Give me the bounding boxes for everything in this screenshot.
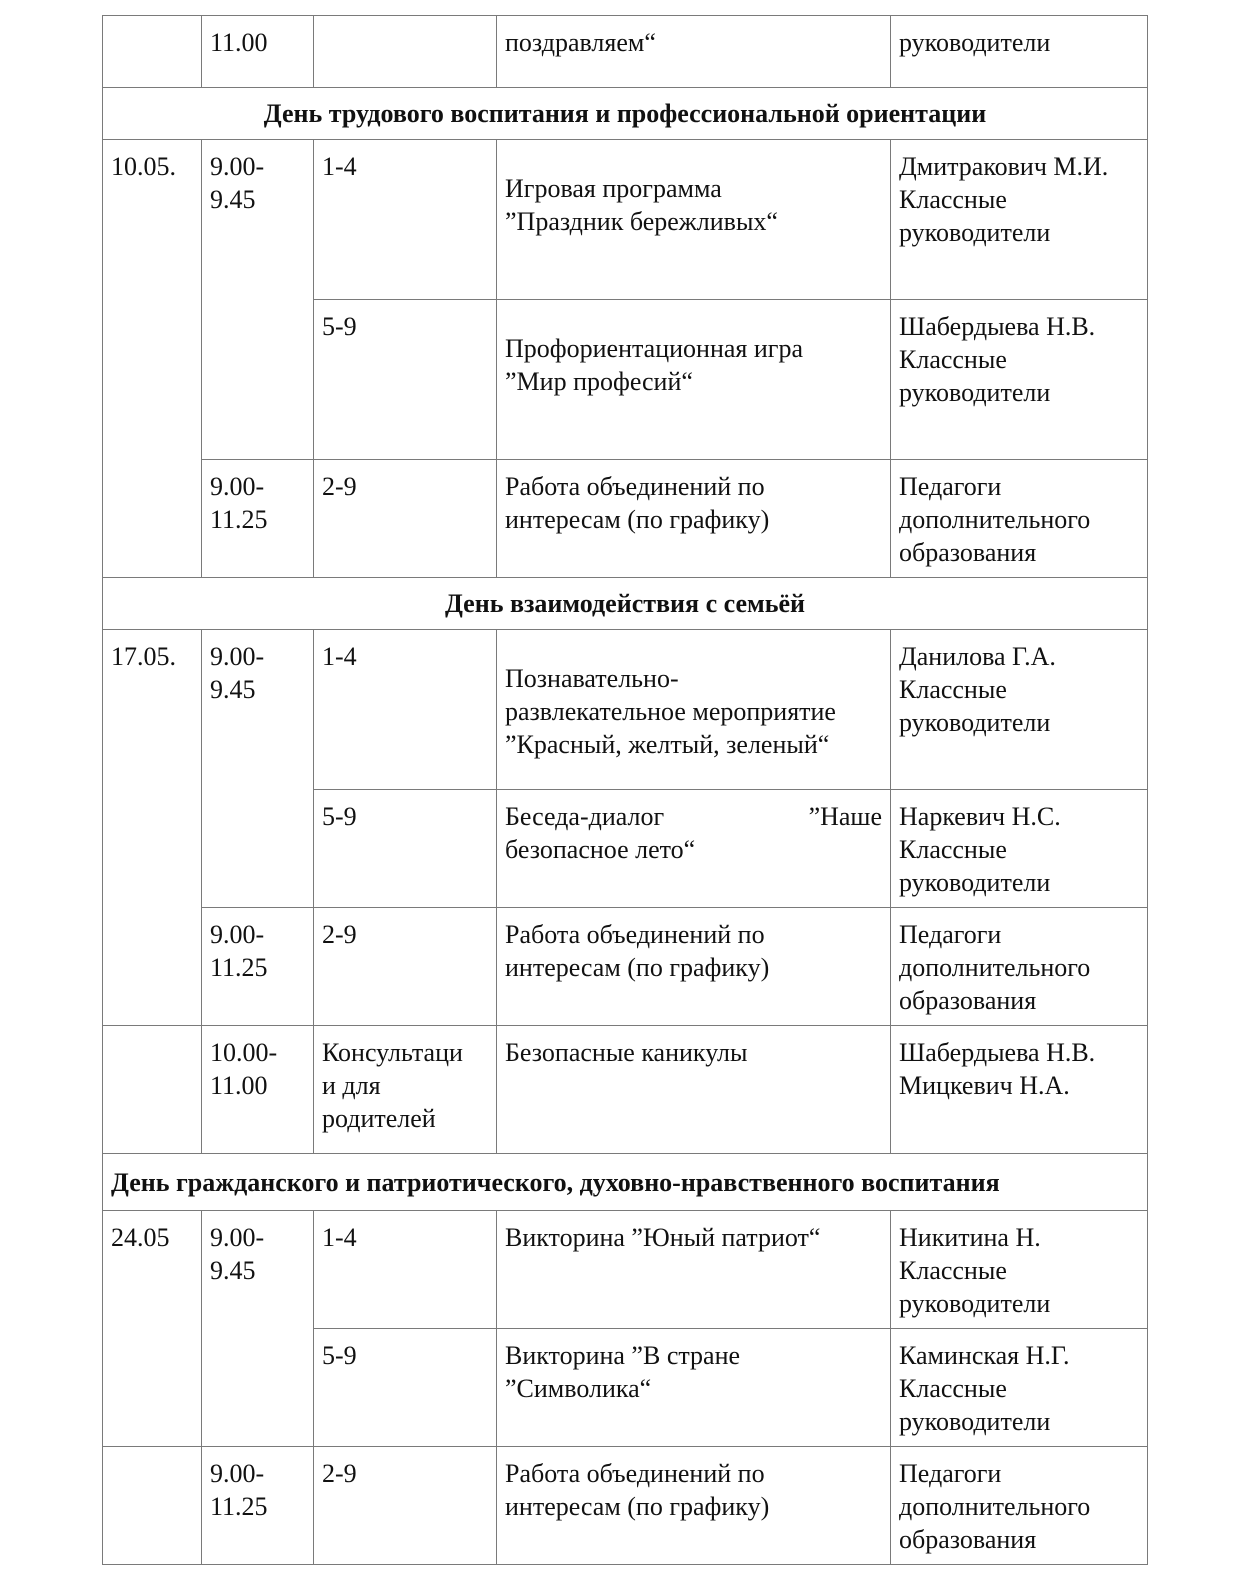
grade-cell: 2-9 bbox=[314, 908, 497, 1026]
section-header-row bbox=[103, 1154, 1148, 1211]
time-cell: 9.00- 11.25 bbox=[202, 460, 314, 578]
responsible-cell: руководители bbox=[891, 16, 1148, 88]
responsible-cell: Педагоги дополнительного образования bbox=[891, 1447, 1148, 1565]
time-cell: 11.00 bbox=[202, 16, 314, 88]
schedule-table bbox=[102, 15, 1148, 1565]
event-cell: Игровая программа ”Праздник бережливых“ bbox=[497, 140, 891, 300]
responsible-cell: Шабердыева Н.В. Классные руководители bbox=[891, 300, 1148, 460]
section-title: День трудового воспитания и профессиональной ориентации bbox=[103, 88, 1148, 140]
event-cell: поздравляем“ bbox=[497, 16, 891, 88]
grade-cell: 1-4 bbox=[314, 630, 497, 790]
time-cell: 9.00- 9.45 bbox=[202, 630, 314, 908]
time-cell: 9.00- 11.25 bbox=[202, 908, 314, 1026]
date-cell: 24.05 bbox=[103, 1211, 202, 1447]
event-line: Беседа-диалог ”Наше bbox=[505, 802, 882, 831]
date-cell: 10.05. bbox=[103, 140, 202, 578]
event-cell bbox=[497, 790, 891, 908]
date-cell bbox=[103, 1026, 202, 1154]
table-row bbox=[103, 1447, 1148, 1565]
responsible-cell: Никитина Н. Классные руководители bbox=[891, 1211, 1148, 1329]
event-cell: Викторина ”В стране ”Символика“ bbox=[497, 1329, 891, 1447]
grade-cell: Консультаци и для родителей bbox=[314, 1026, 497, 1154]
responsible-cell: Педагоги дополнительного образования bbox=[891, 908, 1148, 1026]
grade-cell: 1-4 bbox=[314, 140, 497, 300]
grade-cell: 2-9 bbox=[314, 1447, 497, 1565]
time-cell: 9.00- 9.45 bbox=[202, 140, 314, 460]
grade-cell: 5-9 bbox=[314, 790, 497, 908]
section-header-row bbox=[103, 578, 1148, 630]
responsible-cell: Данилова Г.А. Классные руководители bbox=[891, 630, 1148, 790]
table-row bbox=[103, 630, 1148, 790]
date-cell bbox=[103, 1447, 202, 1565]
section-header-row bbox=[103, 88, 1148, 140]
grade-cell: 5-9 bbox=[314, 300, 497, 460]
table-row bbox=[103, 16, 1148, 88]
time-cell: 9.00- 9.45 bbox=[202, 1211, 314, 1447]
table-row bbox=[103, 1026, 1148, 1154]
table-row bbox=[103, 908, 1148, 1026]
event-line: безопасное лето“ bbox=[505, 835, 696, 864]
responsible-cell: Педагоги дополнительного образования bbox=[891, 460, 1148, 578]
event-cell: Работа объединений по интересам (по графику) bbox=[497, 908, 891, 1026]
responsible-cell: Дмитракович М.И. Классные руководители bbox=[891, 140, 1148, 300]
event-cell: Профориентационная игра ”Мир професий“ bbox=[497, 300, 891, 460]
table-row bbox=[103, 460, 1148, 578]
grade-cell: 5-9 bbox=[314, 1329, 497, 1447]
event-cell: Безопасные каникулы bbox=[497, 1026, 891, 1154]
responsible-cell: Каминская Н.Г. Классные руководители bbox=[891, 1329, 1148, 1447]
date-cell bbox=[103, 16, 202, 88]
grade-cell: 1-4 bbox=[314, 1211, 497, 1329]
time-cell: 9.00- 11.25 bbox=[202, 1447, 314, 1565]
event-cell: Работа объединений по интересам (по графику) bbox=[497, 1447, 891, 1565]
grade-cell bbox=[314, 16, 497, 88]
table-row bbox=[103, 1211, 1148, 1329]
table-row bbox=[103, 140, 1148, 300]
responsible-cell: Наркевич Н.С. Классные руководители bbox=[891, 790, 1148, 908]
grade-cell: 2-9 bbox=[314, 460, 497, 578]
responsible-cell: Шабердыева Н.В. Мицкевич Н.А. bbox=[891, 1026, 1148, 1154]
event-cell: Познавательно- развлекательное мероприятие ”Красный, желтый, зеленый“ bbox=[497, 630, 891, 790]
event-cell: Работа объединений по интересам (по графику) bbox=[497, 460, 891, 578]
time-cell: 10.00- 11.00 bbox=[202, 1026, 314, 1154]
section-title: День гражданского и патриотического, духовно-нравственного воспитания bbox=[103, 1154, 1148, 1211]
section-title: День взаимодействия с семьёй bbox=[103, 578, 1148, 630]
date-cell: 17.05. bbox=[103, 630, 202, 1026]
event-cell: Викторина ”Юный патриот“ bbox=[497, 1211, 891, 1329]
